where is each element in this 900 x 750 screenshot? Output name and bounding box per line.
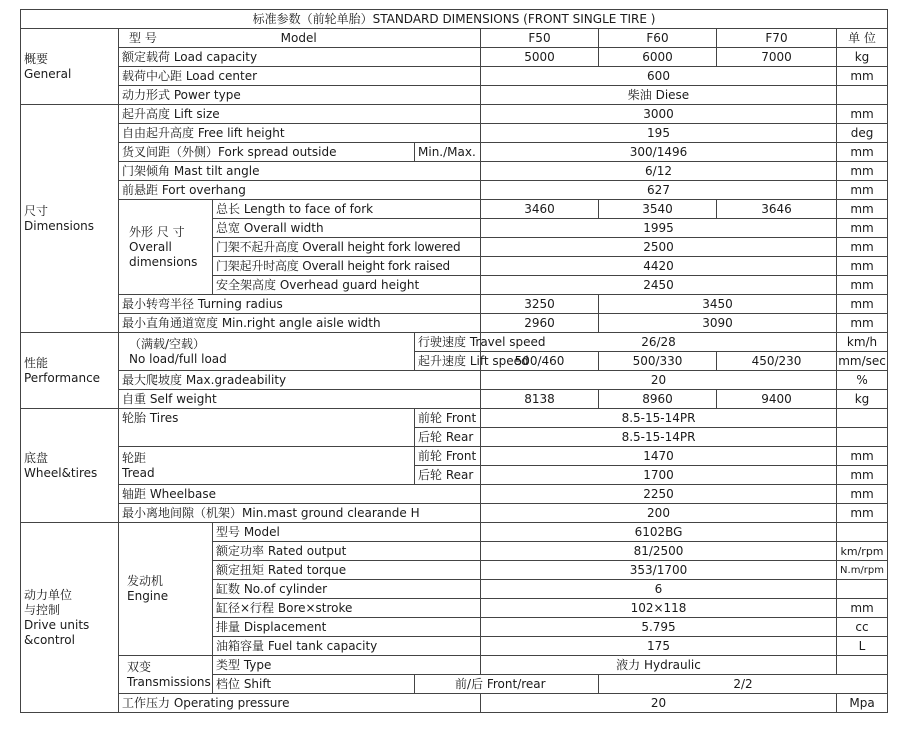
table-row [21,48,888,67]
row-label: 轴距 Wheelbase [119,485,481,504]
cell-value: 2450 [481,276,837,295]
row-label: 排量 Displacement [213,618,481,637]
row-label: 额定载荷 Load capacity [119,48,481,67]
cell-unit [837,409,888,428]
cell-f60-f70: 3450 [599,295,837,314]
section-drive-control: 动力单位 与控制 Drive units &control [21,523,119,713]
cell-f50: 5000 [481,48,599,67]
row-label: 行驶速度 Travel speed [415,333,481,352]
subgroup-tires: 轮胎 Tires [119,409,415,447]
cell-value: 195 [481,124,837,143]
row-label: 总长 Length to face of fork [213,200,481,219]
subgroup-no-load-full-load: （满载/空载） No load/full load [119,333,415,371]
cell-unit [837,656,888,675]
cell-unit: kg [837,48,888,67]
cell-f70: 3646 [717,200,837,219]
row-label: 额定扭矩 Rated torque [213,561,481,580]
subgroup-transmissions: 双变 Transmissions [119,656,213,694]
cell-unit: km/h [837,333,888,352]
table-row [21,124,888,143]
cell-unit: L [837,637,888,656]
cell-unit: N.m/rpm [837,561,888,580]
row-label: 起升高度 Lift size [119,105,481,124]
subgroup-overall-dimensions: 外形 尺 寸 Overall dimensions [119,200,213,295]
cell-unit [837,523,888,542]
cell-unit: mm [837,143,888,162]
cell-f70: 9400 [717,390,837,409]
header-f70: F70 [717,29,837,48]
table-row [21,523,888,542]
row-label: 油箱容量 Fuel tank capacity [213,637,481,656]
cell-unit [837,428,888,447]
row-label: 门架倾角 Mast tilt angle [119,162,481,181]
table-row [21,105,888,124]
cell-value: 200 [481,504,837,523]
row-label: 前轮 Front [415,447,481,466]
row-label: 后轮 Rear [415,466,481,485]
table-row [21,390,888,409]
row-label: 总宽 Overall width [213,219,481,238]
cell-value: 8.5-15-14PR [481,409,837,428]
row-label: 门架不起升高度 Overall height fork lowered [213,238,481,257]
row-label: 类型 Type [213,656,481,675]
cell-unit: mm [837,599,888,618]
cell-unit: mm [837,276,888,295]
cell-unit: mm [837,200,888,219]
cell-unit: deg [837,124,888,143]
cell-unit: mm [837,105,888,124]
cell-value: 20 [481,371,837,390]
table-row [21,67,888,86]
cell-unit: mm [837,504,888,523]
row-label: 最小转弯半径 Turning radius [119,295,481,314]
subgroup-engine: 发动机 Engine [119,523,213,656]
cell-value: 1995 [481,219,837,238]
cell-value: 627 [481,181,837,200]
cell-value: 6 [481,580,837,599]
table-row [21,504,888,523]
spec-table [20,9,888,713]
table-row [21,162,888,181]
cell-unit: mm [837,219,888,238]
table-row [21,181,888,200]
row-label: 自由起升高度 Free lift height [119,124,481,143]
row-label: 最小直角通道宽度 Min.right angle aisle width [119,314,481,333]
header-f50: F50 [481,29,599,48]
cell-f60: 3540 [599,200,717,219]
cell-value: 2/2 [599,675,888,694]
row-label: 缸径×行程 Bore×stroke [213,599,481,618]
cell-unit: mm [837,314,888,333]
cell-value: 81/2500 [481,542,837,561]
cell-value: 1470 [481,447,837,466]
cell-value: 8.5-15-14PR [481,428,837,447]
row-label: 额定功率 Rated output [213,542,481,561]
cell-value: 4420 [481,257,837,276]
cell-unit: mm [837,485,888,504]
cell-f70: 7000 [717,48,837,67]
cell-f70: 450/230 [717,352,837,371]
row-label: 工作压力 Operating pressure [119,694,481,713]
cell-f50: 2960 [481,314,599,333]
cell-value: 20 [481,694,837,713]
cell-value: 柴油 Diese [481,86,837,105]
row-label: 最大爬坡度 Max.gradeability [119,371,481,390]
cell-value: 353/1700 [481,561,837,580]
cell-f60-f70: 3090 [599,314,837,333]
table-row [21,86,888,105]
subgroup-tread: 轮距 Tread [119,447,415,485]
row-label: 自重 Self weight [119,390,481,409]
table-row [21,485,888,504]
row-label: 前悬距 Fort overhang [119,181,481,200]
row-sublabel: 前/后 Front/rear [415,675,599,694]
spec-sheet [20,9,887,743]
table-row [21,200,888,219]
cell-f50: 500/460 [481,352,599,371]
section-general: 概要 General [21,29,119,105]
table-row [21,314,888,333]
row-label: 缸数 No.of cylinder [213,580,481,599]
cell-value: 26/28 [481,333,837,352]
cell-value: 液力 Hydraulic [481,656,837,675]
table-row [21,447,888,466]
header-row [21,29,888,48]
row-label: 最小离地间隙（机架）Min.mast ground clearande H [119,504,481,523]
model-label [119,29,481,48]
cell-value: 600 [481,67,837,86]
cell-f50: 3250 [481,295,599,314]
section-performance: 性能 Performance [21,333,119,409]
row-label: 载荷中心距 Load center [119,67,481,86]
cell-value: 2500 [481,238,837,257]
table-row [21,333,888,352]
row-label: 后轮 Rear [415,428,481,447]
cell-unit: Mpa [837,694,888,713]
table-row [21,295,888,314]
cell-unit: % [837,371,888,390]
cell-f50: 8138 [481,390,599,409]
title-row [21,10,888,29]
table-row [21,143,888,162]
cell-unit [837,580,888,599]
row-label: 档位 Shift [213,675,415,694]
cell-f60: 8960 [599,390,717,409]
cell-f60: 500/330 [599,352,717,371]
cell-unit: mm [837,466,888,485]
table-row [21,409,888,428]
table-row [21,656,888,675]
table-title: 标准参数（前轮单胎）STANDARD DIMENSIONS (FRONT SINGLE TIRE ) [21,10,888,29]
model-label-en: Model [280,30,317,45]
cell-value: 300/1496 [481,143,837,162]
table-row [21,694,888,713]
cell-unit: mm [837,447,888,466]
cell-value: 1700 [481,466,837,485]
cell-value: 5.795 [481,618,837,637]
model-label-cn: 型 号 [129,30,157,45]
row-label: 门架起升时高度 Overall height fork raised [213,257,481,276]
row-label: 型号 Model [213,523,481,542]
cell-unit: mm [837,67,888,86]
cell-value: 6102BG [481,523,837,542]
cell-f50: 3460 [481,200,599,219]
row-label: 动力形式 Power type [119,86,481,105]
cell-value: 6/12 [481,162,837,181]
cell-unit: kg [837,390,888,409]
cell-unit [837,86,888,105]
cell-unit: mm [837,238,888,257]
section-dimensions: 尺寸 Dimensions [21,105,119,333]
cell-f60: 6000 [599,48,717,67]
cell-unit: mm [837,257,888,276]
header-f60: F60 [599,29,717,48]
section-wheel-tires: 底盘 Wheel&tires [21,409,119,523]
row-sublabel: Min./Max. [415,143,481,162]
cell-value: 102×118 [481,599,837,618]
row-label: 前轮 Front [415,409,481,428]
row-label: 安全架高度 Overhead guard height [213,276,481,295]
cell-unit: mm [837,295,888,314]
cell-unit: mm/sec [837,352,888,371]
cell-value: 175 [481,637,837,656]
cell-value: 3000 [481,105,837,124]
cell-unit: km/rpm [837,542,888,561]
header-unit: 单 位 [837,29,888,48]
row-label: 货叉间距（外侧）Fork spread outside [119,143,415,162]
cell-unit: mm [837,162,888,181]
row-label: 起升速度 Lift speed [415,352,481,371]
cell-unit: cc [837,618,888,637]
table-row [21,371,888,390]
cell-unit: mm [837,181,888,200]
cell-value: 2250 [481,485,837,504]
